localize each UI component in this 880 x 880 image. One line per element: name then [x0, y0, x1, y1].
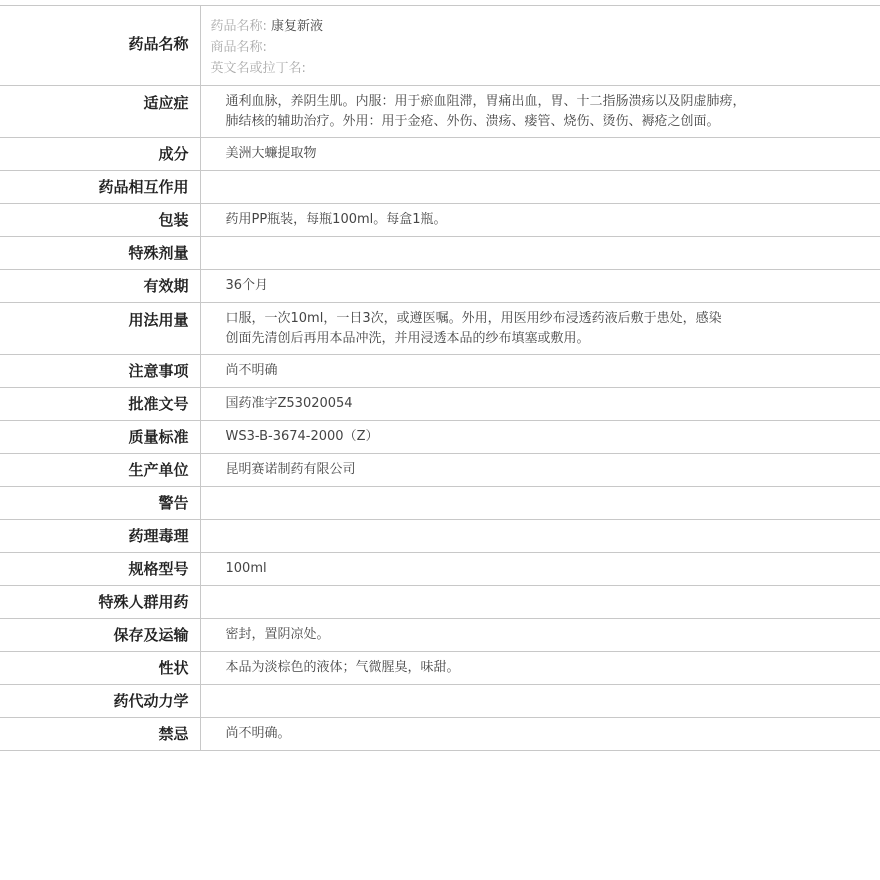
field-value-line: 口服，一次10ml，一日3次，或遵医嘱。外用，用医用纱布浸透药液后敷于患处，感染	[225, 311, 722, 326]
field-value-line: 36个月	[225, 278, 269, 293]
field-value-line: 100ml	[225, 561, 267, 576]
trade-name-line	[211, 37, 880, 58]
field-value-line: 尚不明确	[225, 363, 278, 378]
field-value-line: 药用PP瓶装，每瓶100ml。每盒1瓶。	[225, 212, 447, 227]
field-value	[200, 685, 880, 718]
generic-name-key: 药品名称:	[210, 19, 267, 34]
table-row	[0, 685, 880, 718]
field-value	[200, 86, 880, 138]
field-label: 生产单位	[0, 454, 200, 487]
table-row	[0, 586, 880, 619]
drug-name-label: 药品名称	[0, 6, 200, 86]
field-value-line: 国药准字Z53020054	[225, 396, 353, 411]
drug-info-table	[0, 5, 880, 751]
field-label: 禁忌	[0, 718, 200, 751]
field-value	[200, 421, 880, 454]
field-value-line: 昆明赛诺制药有限公司	[225, 462, 356, 477]
field-value	[200, 138, 880, 171]
field-value-line: 美洲大蠊提取物	[225, 146, 317, 161]
field-value	[200, 355, 880, 388]
field-label: 性状	[0, 652, 200, 685]
table-row	[0, 652, 880, 685]
field-label: 质量标准	[0, 421, 200, 454]
trade-name-key: 商品名称:	[210, 40, 267, 55]
drug-name-values	[200, 6, 880, 86]
english-name-key: 英文名或拉丁名:	[210, 61, 306, 76]
table-row	[0, 553, 880, 586]
field-label: 批准文号	[0, 388, 200, 421]
generic-name-line	[211, 16, 880, 37]
table-row	[0, 237, 880, 270]
field-value-line: 创面先清创后再用本品冲洗，并用浸透本品的纱布填塞或敷用。	[225, 331, 590, 346]
field-label: 有效期	[0, 270, 200, 303]
generic-name-value: 康复新液	[271, 19, 324, 34]
field-value	[200, 586, 880, 619]
field-value	[200, 454, 880, 487]
field-label: 保存及运输	[0, 619, 200, 652]
field-label: 用法用量	[0, 303, 200, 355]
field-value-line: 尚不明确。	[225, 726, 291, 741]
field-label: 药代动力学	[0, 685, 200, 718]
field-value	[200, 718, 880, 751]
table-row	[0, 487, 880, 520]
field-label: 适应症	[0, 86, 200, 138]
field-value-line: 密封，置阴凉处。	[225, 627, 330, 642]
field-label: 特殊剂量	[0, 237, 200, 270]
field-value	[200, 388, 880, 421]
field-value	[200, 652, 880, 685]
table-row	[0, 204, 880, 237]
field-value	[200, 303, 880, 355]
field-label: 包装	[0, 204, 200, 237]
drug-name-row	[0, 6, 880, 86]
table-row	[0, 718, 880, 751]
field-label: 警告	[0, 487, 200, 520]
table-row	[0, 520, 880, 553]
field-value	[200, 487, 880, 520]
field-value-line: WS3-B-3674-2000（Z）	[225, 429, 379, 444]
field-value	[200, 171, 880, 204]
field-label: 规格型号	[0, 553, 200, 586]
table-row	[0, 270, 880, 303]
field-label: 注意事项	[0, 355, 200, 388]
table-row	[0, 388, 880, 421]
field-value-line: 肺结核的辅助治疗。外用：用于金疮、外伤、溃疡、瘘管、烧伤、烫伤、褥疮之创面。	[225, 114, 720, 129]
field-value-line: 本品为淡棕色的液体；气微腥臭，味甜。	[225, 660, 460, 675]
field-label: 药理毒理	[0, 520, 200, 553]
field-label: 药品相互作用	[0, 171, 200, 204]
table-row	[0, 355, 880, 388]
table-row	[0, 303, 880, 355]
field-label: 特殊人群用药	[0, 586, 200, 619]
table-row	[0, 454, 880, 487]
table-row	[0, 138, 880, 171]
field-value	[200, 520, 880, 553]
english-name-line	[211, 58, 880, 79]
field-value	[200, 270, 880, 303]
drug-info-table-body	[0, 6, 880, 751]
table-row	[0, 421, 880, 454]
field-value	[200, 619, 880, 652]
field-value	[200, 553, 880, 586]
table-row	[0, 86, 880, 138]
field-value-line: 通利血脉，养阴生肌。内服：用于瘀血阻滞，胃痛出血，胃、十二指肠溃疡以及阴虚肺痨，	[225, 94, 746, 109]
field-label: 成分	[0, 138, 200, 171]
table-row	[0, 171, 880, 204]
table-row	[0, 619, 880, 652]
field-value	[200, 204, 880, 237]
field-value	[200, 237, 880, 270]
